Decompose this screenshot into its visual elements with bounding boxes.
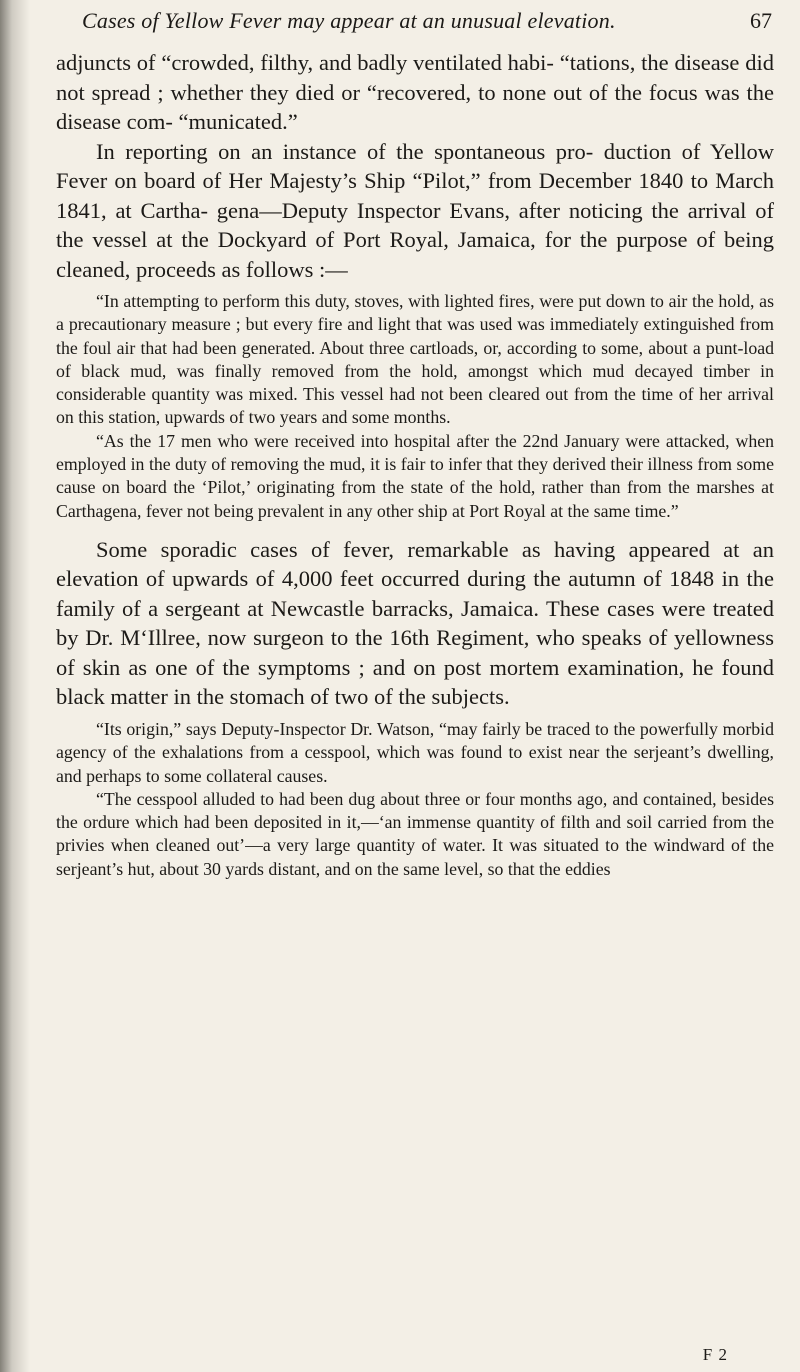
- page-header: [82, 8, 772, 40]
- quote-paragraph-origin: “Its origin,” says Deputy-Inspector Dr. Watson, “may fairly be traced to the powerfully morbid agency of the exhalations from a cesspool, which was found to exist near the serjeant’s dwelling, and perhaps to some collateral causes.: [56, 718, 774, 786]
- quote-paragraph-hold: “In attempting to perform this duty, stoves, with lighted fires, were put down to air the hold, as a precautionary measure ; but every fire and light that was used was immediately extinguished from the foul air that had been generated. About three cartloads, or, according to some, about a punt-load of black mud, was finally removed from the hold, amongst which mud decayed timber in considerable quantity was mixed. This vessel had not been cleared out from the time of her arrival on this station, upwards of two years and some months.: [56, 291, 774, 428]
- paragraph-pilot-report: In reporting on an instance of the spontaneous pro- duction of Yellow Fever on board of Her Majesty’s Ship “Pilot,” from December 1840 to March 1841, at Cartha- gena—Deputy Inspector Evans, after noticing the arrival of the vessel at the Dockyard of Port Royal, Jamaica, for the purpose of being cleaned, proceeds as follows :—: [56, 138, 774, 282]
- binding-shadow: [0, 0, 30, 1372]
- running-title: Cases of Yellow Fever may appear at an unusual elevation.: [82, 8, 616, 33]
- paragraph-sporadic-cases: Some sporadic cases of fever, remarkable as having appeared at an elevation of upwards of 4,000 feet occurred during the autumn of 1848 in the family of a sergeant at Newcastle barracks, Jamaica. These cases were treated by Dr. M‘Illree, now surgeon to the 16th Regiment, who speaks of yellowness of skin as one of the symptoms ; and on post mortem examination, he found black matter in the stomach of two of the subjects.: [56, 536, 774, 710]
- quote-paragraph-cesspool: “The cesspool alluded to had been dug about three or four months ago, and contained, besides the ordure which had been deposited in it,—‘an immense quantity of filth and soil carried from the privies when cleaned out’—a very large quantity of water. It was situated to the windward of the serjeant’s hut, about 30 yards distant, and on the same level, so that the eddies: [56, 788, 774, 879]
- quote-paragraph-men: “As the 17 men who were received into hospital after the 22nd January were attacked, when employed in the duty of removing the mud, it is fair to infer that they derived their illness from some cause on board the ‘Pilot,’ originating from the state of the hold, rather than from the marshes at Carthagena, fever not being prevalent in any other ship at Port Royal at the same time.”: [56, 430, 774, 521]
- signature-mark: F 2: [702, 1345, 728, 1364]
- page-number: 67: [750, 8, 772, 33]
- paragraph-continuation: adjuncts of “crowded, filthy, and badly ventilated habi- “tations, the disease did not spread ; whether they died or “recovered, to none out of the focus was the disease com- “municated.”: [56, 50, 774, 134]
- page-body: [56, 48, 774, 881]
